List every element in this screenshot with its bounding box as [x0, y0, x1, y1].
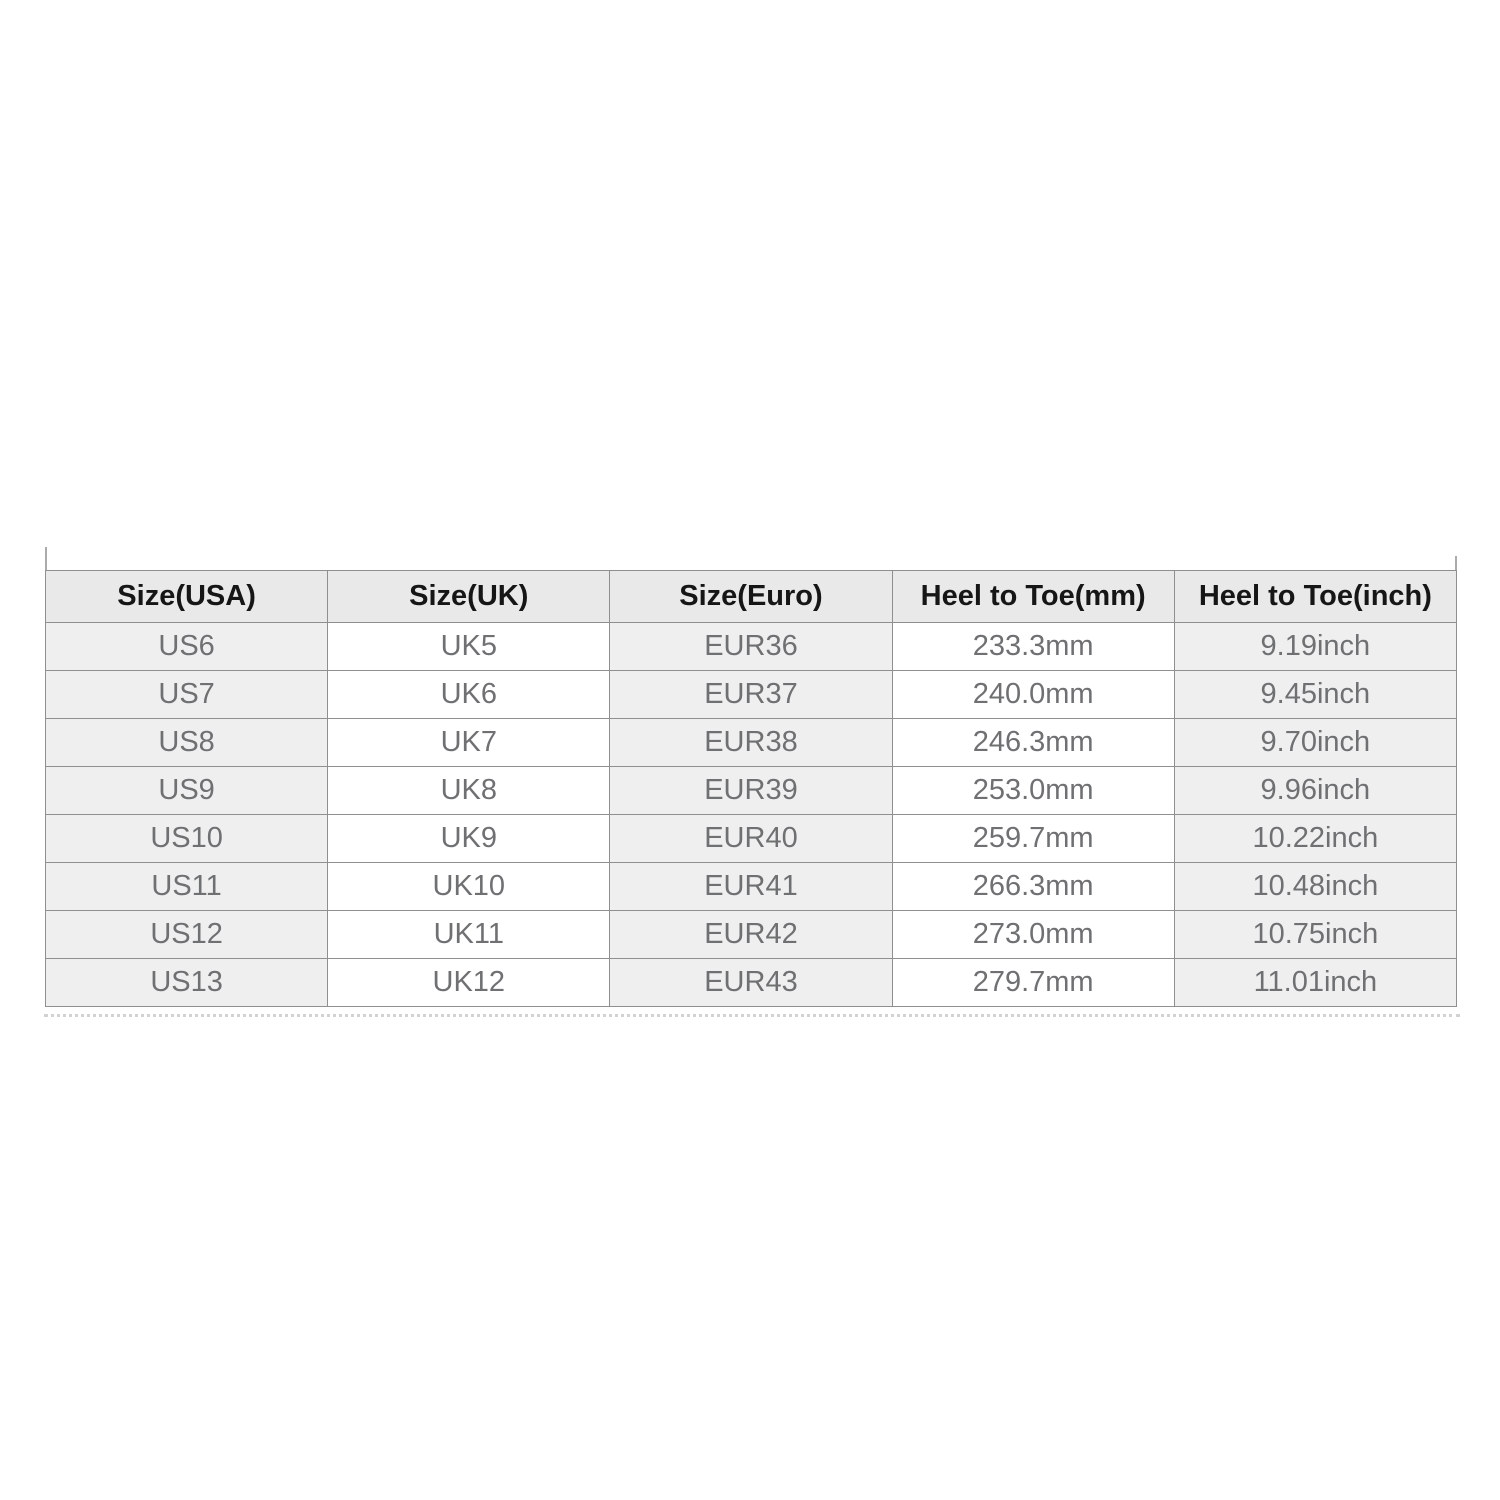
table-cell: 240.0mm: [892, 671, 1174, 719]
table-cell: UK12: [328, 959, 610, 1007]
table-cell: 259.7mm: [892, 815, 1174, 863]
table-cell: 279.7mm: [892, 959, 1174, 1007]
table-cell: EUR40: [610, 815, 892, 863]
table-cell: EUR36: [610, 623, 892, 671]
table-cell: 10.48inch: [1174, 863, 1456, 911]
table-cell: UK8: [328, 767, 610, 815]
column-header-1: Size(USA): [46, 571, 328, 623]
table-cell: US9: [46, 767, 328, 815]
table-cell: UK11: [328, 911, 610, 959]
border-tick-right-artifact: [1455, 556, 1457, 571]
table-cell: 246.3mm: [892, 719, 1174, 767]
table-row: [46, 671, 1457, 719]
size-conversion-table: [45, 570, 1457, 1007]
table-cell: EUR42: [610, 911, 892, 959]
table-row: [46, 719, 1457, 767]
column-header-4: Heel to Toe(mm): [892, 571, 1174, 623]
table-cell: UK10: [328, 863, 610, 911]
table-cell: UK9: [328, 815, 610, 863]
table-cell: US8: [46, 719, 328, 767]
table-row: [46, 767, 1457, 815]
table-cell: UK6: [328, 671, 610, 719]
table-cell: EUR41: [610, 863, 892, 911]
table-cell: 266.3mm: [892, 863, 1174, 911]
column-header-3: Size(Euro): [610, 571, 892, 623]
table-cell: UK5: [328, 623, 610, 671]
table-cell: US12: [46, 911, 328, 959]
table-cell: 11.01inch: [1174, 959, 1456, 1007]
table-cell: 233.3mm: [892, 623, 1174, 671]
table-cell: US10: [46, 815, 328, 863]
table-row: [46, 863, 1457, 911]
table-cell: US11: [46, 863, 328, 911]
table-row: [46, 623, 1457, 671]
column-header-5: Heel to Toe(inch): [1174, 571, 1456, 623]
table-cell: 9.19inch: [1174, 623, 1456, 671]
table-cell: US6: [46, 623, 328, 671]
column-header-2: Size(UK): [328, 571, 610, 623]
table-cell: 273.0mm: [892, 911, 1174, 959]
table-body: [46, 623, 1457, 1007]
table-cell: US7: [46, 671, 328, 719]
table-cell: 9.45inch: [1174, 671, 1456, 719]
table-cell: EUR43: [610, 959, 892, 1007]
table-cell: 9.96inch: [1174, 767, 1456, 815]
table-cell: 253.0mm: [892, 767, 1174, 815]
table-cell: EUR39: [610, 767, 892, 815]
table-cell: 9.70inch: [1174, 719, 1456, 767]
table-row: [46, 959, 1457, 1007]
header-row: [46, 571, 1457, 623]
table-cell: EUR38: [610, 719, 892, 767]
table-row: [46, 911, 1457, 959]
table-cell: US13: [46, 959, 328, 1007]
table-row: [46, 815, 1457, 863]
table-cell: 10.75inch: [1174, 911, 1456, 959]
table-cell: EUR37: [610, 671, 892, 719]
table-cell: 10.22inch: [1174, 815, 1456, 863]
table-cell: UK7: [328, 719, 610, 767]
border-tick-left-artifact: [45, 547, 47, 571]
table-bottom-dotted-line-artifact: [44, 1014, 1460, 1017]
